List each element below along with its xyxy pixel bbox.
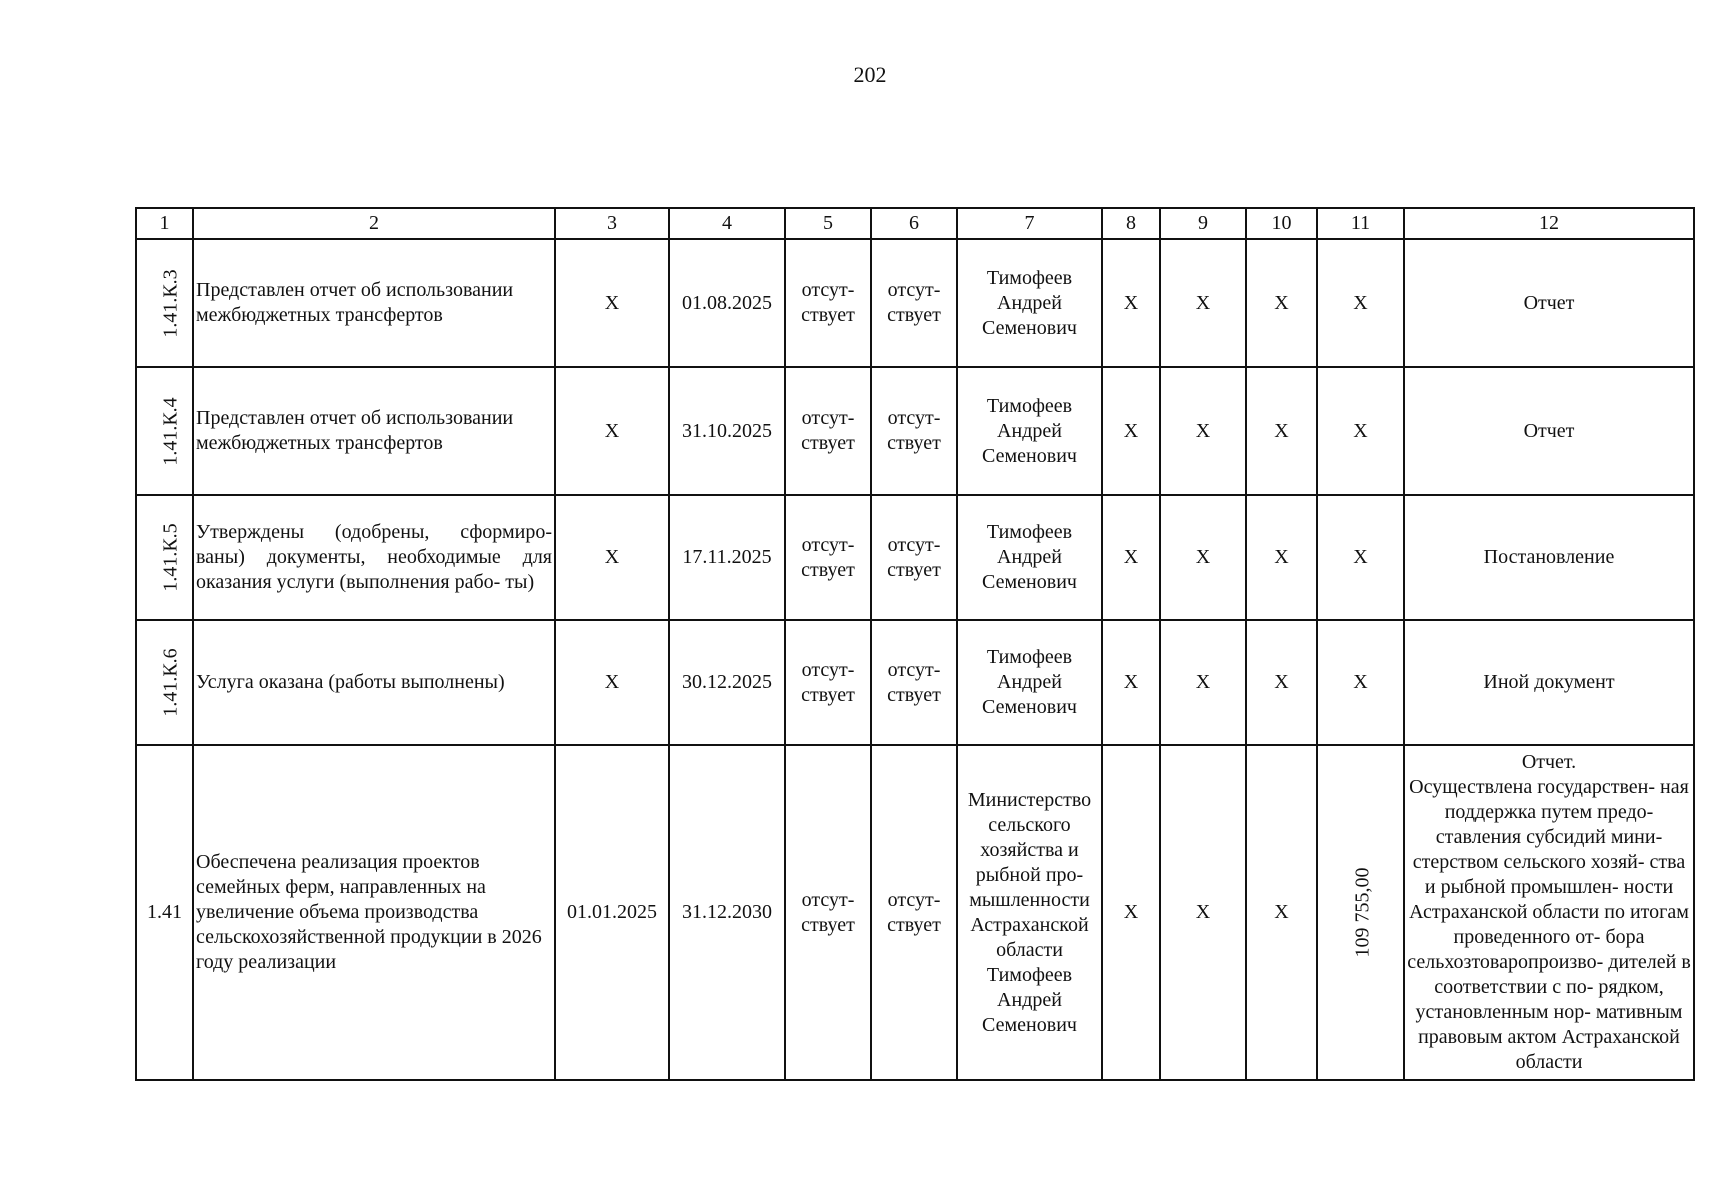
cell-col11: X <box>1317 367 1404 495</box>
cell-responsible: Тимофеев Андрей Семенович <box>957 367 1102 495</box>
header-cell: 5 <box>785 208 871 239</box>
result-text: Осуществлена государствен- ная поддержка путем предо- ставления субсидий мини- стерством сельского хозяй- ства и рыбной промышлен- ности Астраханской области по итогам проведенного от- бора сельхозтоваропроизво- дителей в соответствии с по- рядком, установленным нор- мативным правовым актом Астраханской области <box>1407 776 1691 1073</box>
cell-responsible: Министерство сельского хозяйства и рыбной про- мышленности Астраханской области Тимофеев Андрей Семенович <box>957 745 1102 1080</box>
cell-col5: отсут- ствует <box>785 745 871 1080</box>
cell-col3: 01.01.2025 <box>555 745 669 1080</box>
cell-col5: отсут- ствует <box>785 367 871 495</box>
cell-col6: отсут- ствует <box>871 367 957 495</box>
cell-col9: X <box>1160 367 1246 495</box>
row-name: Утверждены (одобрены, сформиро- ваны) документы, необходимые для оказания услуги (выполнения рабо- ты) <box>193 495 555 620</box>
cell-responsible: Тимофеев Андрей Семенович <box>957 620 1102 745</box>
result-title: Отчет. <box>1521 751 1577 773</box>
header-cell: 12 <box>1404 208 1694 239</box>
cell-result <box>1404 745 1694 1080</box>
header-cell: 9 <box>1160 208 1246 239</box>
cell-col8: X <box>1102 495 1160 620</box>
table-row <box>136 367 1694 495</box>
row-code-cell <box>136 620 193 745</box>
measures-table <box>135 207 1695 1081</box>
page-number: 202 <box>853 62 887 87</box>
cell-col5: отсут- ствует <box>785 239 871 367</box>
cell-col9: X <box>1160 745 1246 1080</box>
cell-result: Отчет <box>1404 239 1694 367</box>
cell-col4: 17.11.2025 <box>669 495 785 620</box>
row-name: Услуга оказана (работы выполнены) <box>193 620 555 745</box>
row-code: 1.41.К.5 <box>159 523 182 592</box>
cell-col3: X <box>555 495 669 620</box>
cell-col8: X <box>1102 620 1160 745</box>
cell-col3: X <box>555 620 669 745</box>
cell-col10: X <box>1246 745 1317 1080</box>
cell-col6: отсут- ствует <box>871 620 957 745</box>
header-cell: 1 <box>136 208 193 239</box>
cell-col9: X <box>1160 495 1246 620</box>
header-cell: 2 <box>193 208 555 239</box>
row-name: Обеспечена реализация проектов семейных ферм, направленных на увеличение объема производства сельскохозяйственной продукции в 2026 году реализации <box>193 745 555 1080</box>
cell-col11: X <box>1317 239 1404 367</box>
header-cell: 8 <box>1102 208 1160 239</box>
cell-col8: X <box>1102 745 1160 1080</box>
cell-col4: 01.08.2025 <box>669 239 785 367</box>
cell-col9: X <box>1160 620 1246 745</box>
header-cell: 3 <box>555 208 669 239</box>
cell-col4: 31.12.2030 <box>669 745 785 1080</box>
table-row <box>136 745 1694 1080</box>
cell-col9: X <box>1160 239 1246 367</box>
cell-col8: X <box>1102 367 1160 495</box>
row-name: Представлен отчет об использовании межбюджетных трансфертов <box>193 239 555 367</box>
row-code: 1.41.К.3 <box>159 268 182 338</box>
table-row <box>136 239 1694 367</box>
cell-col6: отсут- ствует <box>871 239 957 367</box>
cell-col11: X <box>1317 620 1404 745</box>
row-code: 1.41.К.6 <box>159 648 182 717</box>
cell-col11: 109 755,00 <box>1351 867 1374 958</box>
table-row <box>136 620 1694 745</box>
cell-col6: отсут- ствует <box>871 745 957 1080</box>
cell-col11-cell <box>1317 745 1404 1080</box>
cell-col10: X <box>1246 620 1317 745</box>
header-row <box>136 208 1694 239</box>
cell-responsible: Тимофеев Андрей Семенович <box>957 495 1102 620</box>
cell-col3: X <box>555 367 669 495</box>
row-code-cell <box>136 367 193 495</box>
header-cell: 6 <box>871 208 957 239</box>
table-row <box>136 495 1694 620</box>
row-code: 1.41.К.4 <box>159 396 182 466</box>
cell-result: Постановление <box>1404 495 1694 620</box>
cell-col6: отсут- ствует <box>871 495 957 620</box>
cell-col5: отсут- ствует <box>785 495 871 620</box>
row-code-cell <box>136 495 193 620</box>
cell-result: Отчет <box>1404 367 1694 495</box>
cell-col10: X <box>1246 495 1317 620</box>
cell-responsible: Тимофеев Андрей Семенович <box>957 239 1102 367</box>
cell-col10: X <box>1246 239 1317 367</box>
header-cell: 7 <box>957 208 1102 239</box>
cell-result: Иной документ <box>1404 620 1694 745</box>
cell-col3: X <box>555 239 669 367</box>
header-cell: 11 <box>1317 208 1404 239</box>
cell-col11: X <box>1317 495 1404 620</box>
cell-col5: отсут- ствует <box>785 620 871 745</box>
row-name: Представлен отчет об использовании межбюджетных трансфертов <box>193 367 555 495</box>
cell-col10: X <box>1246 367 1317 495</box>
row-code: 1.41 <box>136 745 193 1080</box>
header-cell: 10 <box>1246 208 1317 239</box>
row-code-cell <box>136 239 193 367</box>
header-cell: 4 <box>669 208 785 239</box>
cell-col4: 31.10.2025 <box>669 367 785 495</box>
cell-col4: 30.12.2025 <box>669 620 785 745</box>
cell-col8: X <box>1102 239 1160 367</box>
